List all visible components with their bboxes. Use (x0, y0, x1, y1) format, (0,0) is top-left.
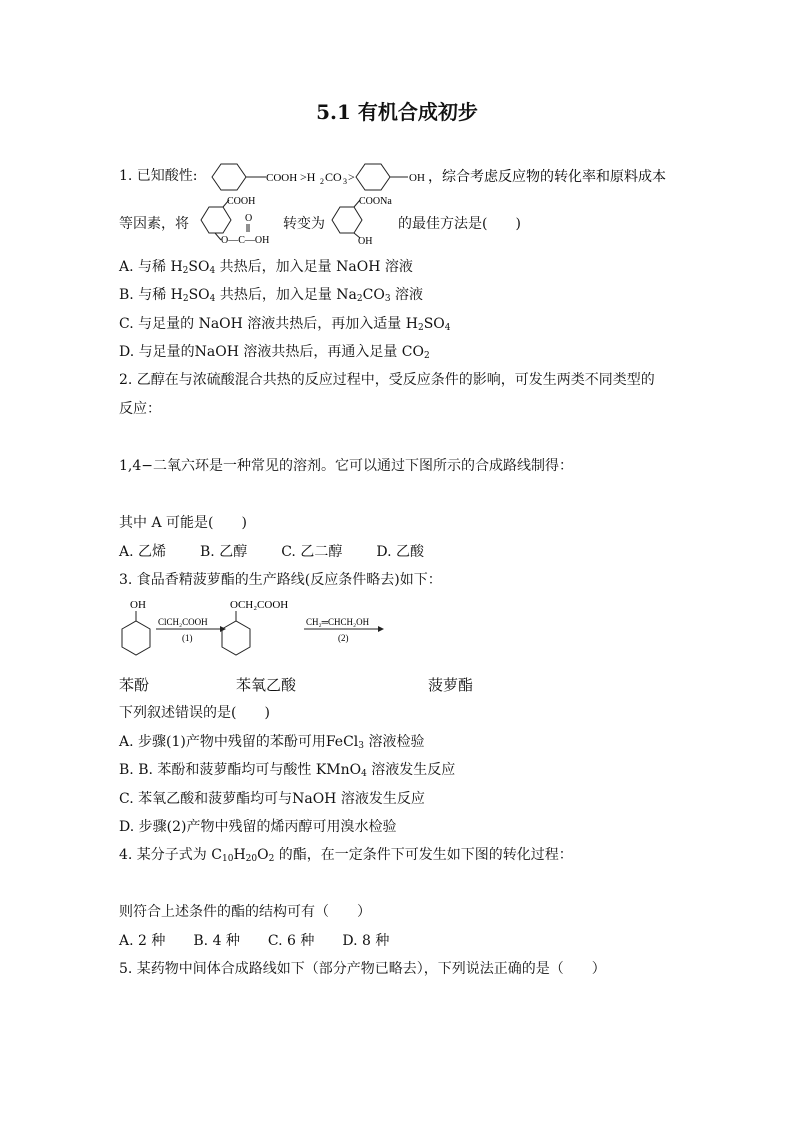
q1-line2b: 转变为 (283, 216, 325, 232)
q3-line1: 3. 食品香精菠萝酯的生产路线(反应条件略去)如下： (119, 572, 442, 588)
q3-option-d: D. 步骤(2)产物中残留的烯丙醇可用溴水检验 (119, 819, 397, 835)
q1-option-b: B. 与稀 $H_2SO_4$ 共热后，加入足量 $Na_2CO_3$ 溶液 (119, 287, 424, 304)
q1-option-a: A. 与稀 $H_2SO_4$ 共热后，加入足量 NaOH 溶液 (119, 259, 413, 276)
q1-line1 (119, 167, 198, 185)
q1-react-cooh: COOH (227, 196, 256, 207)
q2-line2: 反应： (119, 401, 161, 417)
benzene-ring-icon (212, 164, 246, 190)
q3-name-phenol: 苯酚 (119, 676, 150, 694)
q3-question: 下列叙述错误的是( ) (119, 705, 270, 721)
q1-product-structure (324, 194, 404, 250)
benzene-ring-icon (356, 164, 390, 190)
q4-line1: 4. 某分子式为 $C_{10}H_{20}O_2$ 的酯，在一定条件下可发生如下图的转化过程： (119, 847, 573, 864)
q1-reactant-structure (193, 194, 293, 250)
q1-prefix: 1. 已知酸性: (119, 168, 198, 184)
q2-line1: 2. 乙醇在与浓硫酸混合共热的反应过程中，受反应条件的影响，可发生两类不同类型的 (119, 372, 655, 388)
q1-react-ester: O—C—OH (221, 235, 270, 246)
q3-option-c: C. 苯氧乙酸和菠萝酯均可与NaOH 溶液发生反应 (119, 791, 425, 807)
q1-prod-oh: OH (358, 236, 373, 247)
q3-step1: (1) (182, 633, 193, 643)
q1-react-o: O (245, 213, 253, 224)
q4-options: A. 2 种 B. 4 种 C. 6 种 D. 8 种 (119, 933, 390, 949)
q1-cooh: COOH (266, 172, 298, 184)
q1-suffix: ，综合考虑反应物的转化率和原料成本 (428, 170, 666, 185)
benzene-ring-icon (122, 621, 150, 655)
q1-option-c: C. 与足量的 NaOH 溶液共热后，再加入适量 $H_2SO_4$ (119, 316, 451, 333)
svg-text:3: 3 (343, 177, 347, 186)
svg-text:2: 2 (320, 177, 324, 186)
q3-reagent2: CH₂═CHCH₂OH (306, 617, 370, 627)
q3-och2cooh: OCH₂COOH (230, 599, 289, 611)
q1-prod-coona: COONa (359, 196, 392, 207)
q5-line1: 5. 某药物中间体合成路线如下（部分产物已略去），下列说法正确的是（ ） (119, 961, 606, 977)
q3-option-a: A. 步骤(1)产物中残留的苯酚可用FeCl$_3$ 溶液检验 (119, 734, 425, 751)
q1-acidity-structures (204, 160, 684, 194)
q1-gt2: > (348, 170, 355, 184)
q1-option-d: D. 与足量的NaOH 溶液共热后，再通入足量 $CO_2$ (119, 344, 430, 361)
q2-line4: 其中 A 可能是( ) (119, 515, 247, 531)
q3-step2: (2) (338, 633, 349, 643)
q3-reagent1: ClCH₂COOH (158, 617, 208, 627)
q3-name-phenoxyacetic: 苯氧乙酸 (236, 676, 297, 694)
q3-name-ester: 菠萝酯 (428, 676, 474, 694)
benzene-ring-icon (332, 207, 362, 233)
q3-synthesis-route (116, 595, 416, 667)
page-title: 5.1 有机合成初步 (316, 100, 478, 124)
q3-option-b: B. B. 苯酚和菠萝酯均可与酸性 KMnO$_4$ 溶液发生反应 (119, 762, 456, 779)
q2-options: A. 乙烯 B. 乙醇 C. 乙二醇 D. 乙酸 (119, 544, 424, 560)
q1-oh: OH (409, 172, 425, 184)
benzene-ring-icon (222, 621, 250, 655)
q4-line2: 则符合上述条件的酯的结构可有（ ） (119, 904, 371, 920)
benzene-ring-icon (201, 207, 231, 233)
q1-co3: CO (325, 170, 342, 184)
q3-oh: OH (130, 599, 146, 611)
q1-line2a: 等因素，将 (119, 216, 189, 232)
q2-line3: 1,4−二氧六环是一种常见的溶剂。它可以通过下图所示的合成路线制得： (119, 458, 573, 474)
q1-gt1: >H (300, 170, 316, 184)
q1-line2c: 的最佳方法是( ) (398, 216, 521, 232)
